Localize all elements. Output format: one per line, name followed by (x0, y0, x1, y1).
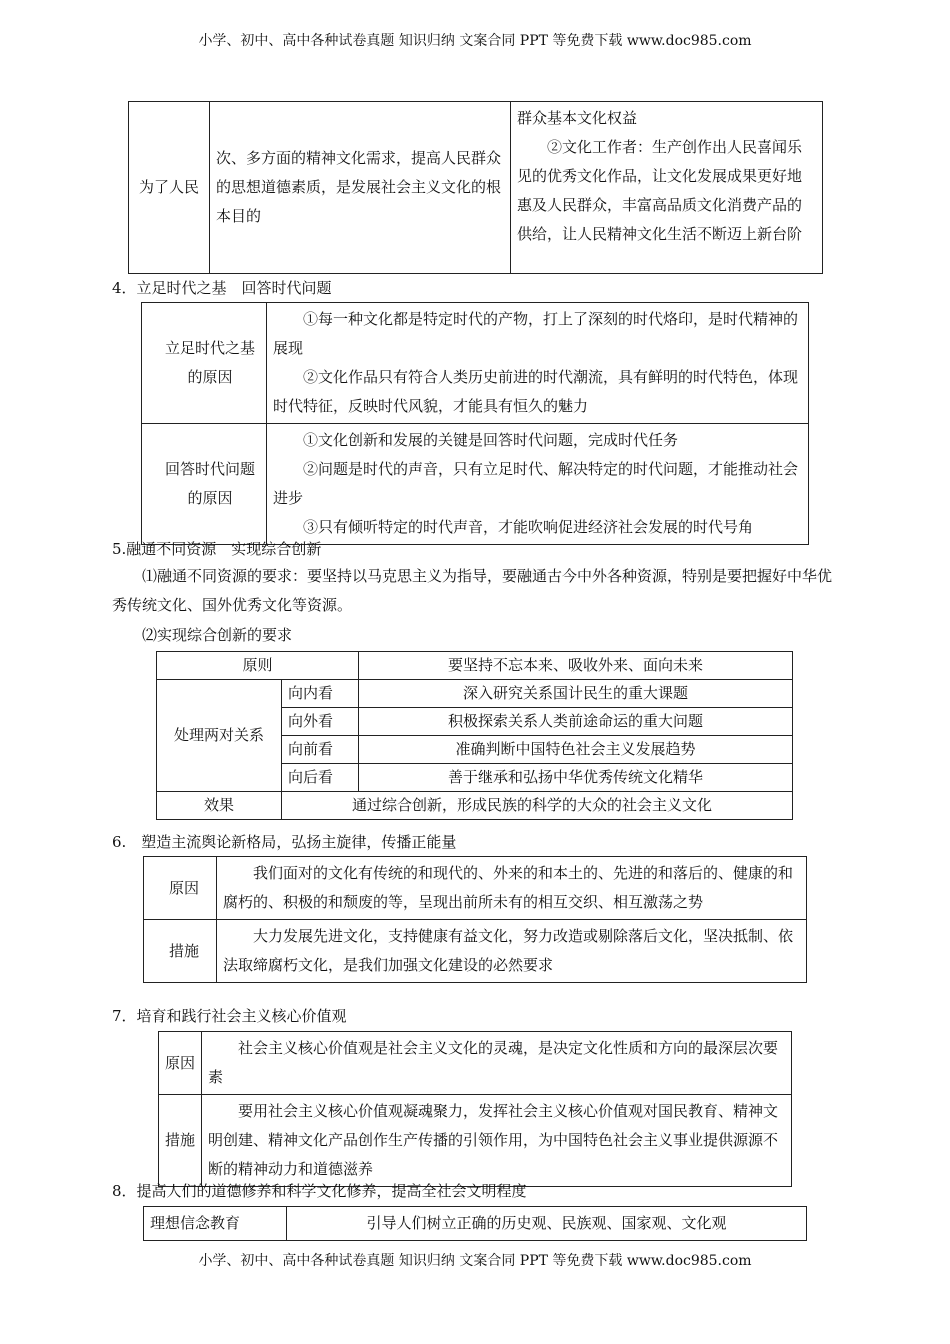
page-header: 小学、初中、高中各种试卷真题 知识归纳 文案合同 PPT 等免费下载 www.doc985.com (198, 33, 752, 49)
relation-value: 积极探索关系人类前途命运的重大问题 (359, 708, 793, 736)
table-section-4 (141, 302, 809, 545)
reason-point-1: ①每一种文化都是特定时代的产物，打上了深刻的时代烙印，是时代精神的展现 (273, 310, 799, 357)
section-6-heading: 6. 塑造主流舆论新格局，弘扬主旋律，传播正能量 (112, 833, 457, 851)
reason-point-2: ②文化作品只有符合人类历史前进的时代潮流，具有鲜明的时代特色，体现时代特征，反映时代风貌，才能具有恒久的魅力 (273, 368, 799, 415)
cause-label: 原因 (159, 1032, 202, 1095)
table-for-the-people (128, 101, 823, 274)
answer-point-3: ③只有倾听特定的时代声音，才能吹响促进经济社会发展的时代号角 (303, 518, 754, 536)
answer-point-2: ②问题是时代的声音，只有立足时代、解决特定的时代问题，才能推动社会进步 (273, 460, 799, 507)
table-section-5 (156, 651, 793, 820)
measure-text: 要用社会主义核心价值观凝魂聚力，发挥社会主义核心价值观对国民教育、精神文明创建、精神文化产品创作生产传播的引领作用，为中国特色社会主义事业提供源源不断的精神动力和道德滋养 (202, 1095, 792, 1187)
row-middle-text: 次、多方面的精神文化需求，提高人民群众的思想道德素质，是发展社会主义文化的根本目的 (210, 102, 511, 274)
section-5-paragraph-1: ⑴融通不同资源的要求：要坚持以马克思主义为指导，要融通古今中外各种资源，特别是要把握好中华优秀传统文化、国外优秀文化等资源。 (112, 567, 833, 614)
row-right-text-2: ②文化工作者：生产创作出人民喜闻乐见的优秀文化作品，让文化发展成果更好地惠及人民群众，丰富高品质文化消费产品的供给，让人民精神文化生活不断迈上新台阶 (517, 138, 803, 243)
effect-label: 效果 (157, 792, 282, 820)
relation-key: 向前看 (282, 736, 359, 764)
answer-label: 回答时代问题的原因 (142, 424, 267, 545)
relation-key: 向后看 (282, 764, 359, 792)
table-section-8 (143, 1206, 807, 1241)
section-5-heading: 5.融通不同资源 实现综合创新 (112, 540, 322, 558)
row-right-cell (511, 102, 823, 274)
principle-label: 原则 (157, 652, 359, 680)
measure-label: 措施 (144, 920, 217, 983)
ideal-belief-label: 理想信念教育 (144, 1207, 287, 1241)
reason-label: 立足时代之基的原因 (142, 303, 267, 424)
section-5-paragraph-2: ⑵实现综合创新的要求 (142, 626, 293, 644)
relation-value: 准确判断中国特色社会主义发展趋势 (359, 736, 793, 764)
relation-key: 向内看 (282, 680, 359, 708)
row-right-text-1: 群众基本文化权益 (517, 109, 638, 127)
effect-value: 通过综合创新，形成民族的科学的大众的社会主义文化 (282, 792, 793, 820)
measure-label: 措施 (159, 1095, 202, 1187)
cause-text: 社会主义核心价值观是社会主义文化的灵魂，是决定文化性质和方向的最深层次要素 (202, 1032, 792, 1095)
section-4-heading: 4．立足时代之基 回答时代问题 (112, 279, 332, 297)
cause-text: 我们面对的文化有传统的和现代的、外来的和本土的、先进的和落后的、健康的和腐朽的、积极的和颓废的等，呈现出前所未有的相互交织、相互激荡之势 (217, 857, 807, 920)
measure-text: 大力发展先进文化，支持健康有益文化，努力改造或剔除落后文化，坚决抵制、依法取缔腐朽文化，是我们加强文化建设的必然要求 (217, 920, 807, 983)
answer-content (267, 424, 809, 545)
section-7-heading: 7．培育和践行社会主义核心价值观 (112, 1007, 347, 1025)
table-section-7 (158, 1031, 792, 1187)
reason-content (267, 303, 809, 424)
principle-value: 要坚持不忘本来、吸收外来、面向未来 (359, 652, 793, 680)
answer-point-1: ①文化创新和发展的关键是回答时代问题，完成时代任务 (303, 431, 679, 449)
relation-value: 深入研究关系国计民生的重大课题 (359, 680, 793, 708)
relation-key: 向外看 (282, 708, 359, 736)
cause-label: 原因 (144, 857, 217, 920)
page-footer: 小学、初中、高中各种试卷真题 知识归纳 文案合同 PPT 等免费下载 www.doc985.com (198, 1253, 752, 1269)
row-label: 为了人民 (129, 102, 210, 274)
ideal-belief-text: 引导人们树立正确的历史观、民族观、国家观、文化观 (287, 1207, 807, 1241)
relation-label: 处理两对关系 (157, 680, 282, 792)
relation-value: 善于继承和弘扬中华优秀传统文化精华 (359, 764, 793, 792)
section-8-heading: 8．提高人们的道德修养和科学文化修养，提高全社会文明程度 (112, 1182, 527, 1200)
table-section-6 (143, 856, 807, 983)
